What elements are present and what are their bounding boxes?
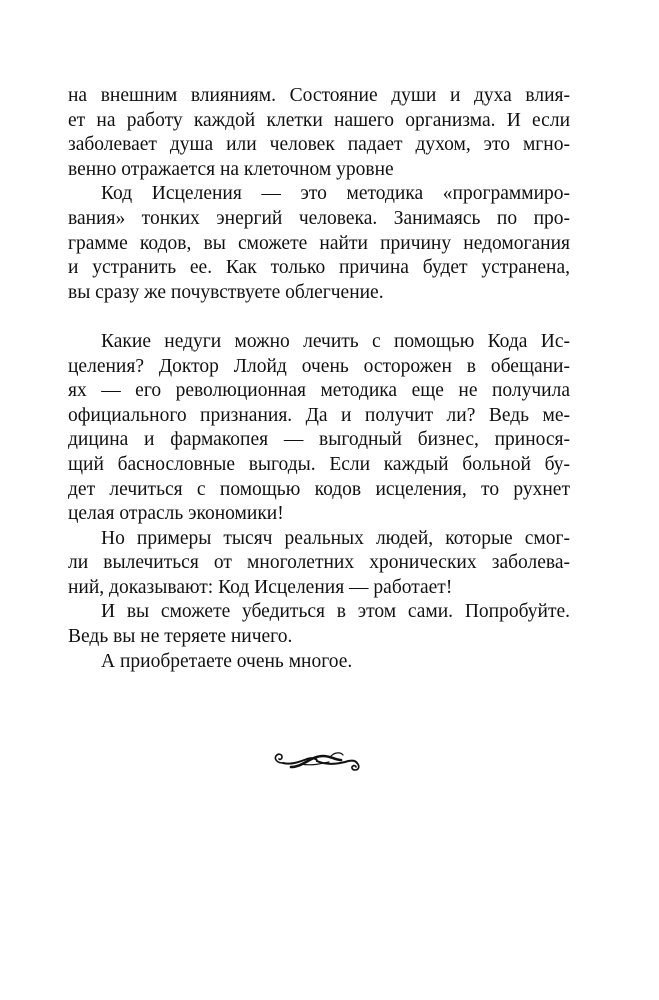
text-line: целения? Доктор Ллойд очень осторожен в обещани- [68, 355, 570, 377]
paragraph-gap [68, 305, 570, 330]
flourish-icon [271, 746, 363, 776]
text-line: И вы сможете убедиться в этом сами. Попробуйте. [101, 601, 570, 623]
text-line: вания» тонких энергий человека. Занимаясь по про- [68, 207, 570, 229]
text-line: ях — его революционная методика еще не получила [68, 380, 570, 402]
page-body [68, 84, 570, 674]
text-line: ет на работу каждой клетки нашего организма. И если [68, 109, 570, 131]
paragraph-4 [68, 527, 570, 601]
text-line: грамме кодов, вы сможете найти причину недомогания [68, 232, 570, 254]
text-line: Какие недуги можно лечить с помощью Кода Ис- [101, 330, 570, 352]
text-line: официального признания. Да и получит ли? Ведь ме- [68, 404, 570, 426]
text-line: А приобретаете очень многое. [101, 650, 353, 672]
text-line: целая отрасль экономики! [68, 503, 284, 525]
paragraph-1 [68, 84, 570, 182]
text-line: ли вылечиться от многолетних хронических заболева- [68, 552, 570, 574]
text-line: щий баснословные выгоды. Если каждый больной бу- [68, 453, 570, 475]
paragraph-6 [68, 650, 570, 675]
text-line: дет лечиться с помощью кодов исцеления, то рухнет [68, 478, 570, 500]
text-line: вы сразу же почувствуете облегчение. [68, 281, 384, 303]
text-line: на внешним влияниям. Состояние души и духа влия- [68, 85, 570, 106]
text-line: Код Исцеления — это методика «программиро- [101, 183, 570, 205]
text-line: Но примеры тысяч реальных людей, которые смог- [101, 527, 570, 549]
text-line: ний, доказывают: Код Исцеления — работает! [68, 576, 453, 598]
text-line: Ведь вы не теряете ничего. [68, 626, 293, 648]
text-line: венно отражается на клеточном уровне [68, 158, 394, 180]
paragraph-2 [68, 182, 570, 305]
paragraph-5 [68, 600, 570, 649]
text-line: заболевает душа или человек падает духом, это мгно- [68, 134, 570, 156]
text-line: дицина и фармакопея — выгодный бизнес, принося- [68, 429, 570, 451]
paragraph-3 [68, 330, 570, 527]
text-line: и устранить ее. Как только причина будет устранена, [68, 257, 570, 279]
